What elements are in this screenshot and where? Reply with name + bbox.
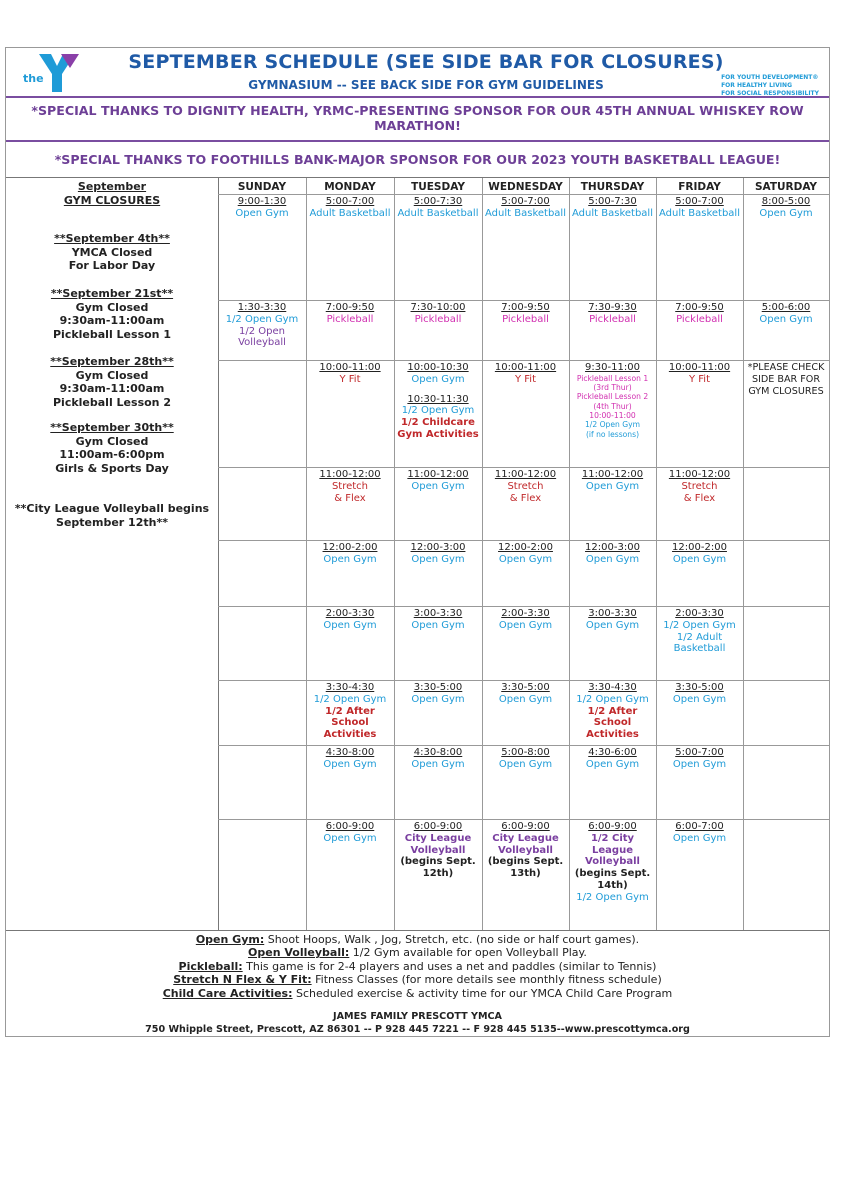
day-header-wednesday: WEDNESDAY [488, 181, 563, 193]
row-divider [218, 540, 829, 541]
schedule-cell [569, 362, 656, 439]
schedule-cell [569, 542, 656, 566]
activity-label: Open Gym [672, 758, 727, 770]
time-slot: 10:00-11:00 [668, 362, 731, 373]
schedule-cell [656, 608, 743, 655]
activity-label: 1/2 Open Gym [401, 405, 475, 417]
day-header-thursday: THURSDAY [580, 181, 645, 193]
activity-label: Open Gym [411, 553, 465, 565]
note-line: September 12th** [56, 515, 168, 529]
time-slot: 6:00-9:00 [588, 821, 637, 832]
activity-label: Open Gym [323, 619, 377, 631]
schedule-cell [656, 196, 743, 220]
day-header-monday: MONDAY [324, 181, 376, 193]
activity-label: Open Gym [672, 553, 727, 565]
activity-label: Open Gym [585, 758, 640, 770]
closure-line: Gym Closed [75, 300, 149, 314]
activity-label: Adult Basketball [309, 207, 391, 219]
activity-label: Open Gym [498, 553, 553, 565]
schedule-cell [394, 469, 482, 493]
schedule-cell [482, 302, 569, 326]
legend-text: 1/2 Gym available for open Volleyball Play. [349, 946, 587, 960]
closure-sept-30 [6, 421, 218, 475]
time-slot: 2:00-3:30 [675, 608, 724, 619]
activity-label: 1/2 Open Gym [313, 693, 387, 705]
time-slot: 3:00-3:30 [588, 608, 637, 619]
time-slot: 6:00-9:00 [325, 821, 375, 832]
schedule-cell [394, 682, 482, 706]
schedule-cell [482, 682, 569, 706]
legend-text: Fitness Classes (for more details see monthly fitness schedule) [311, 973, 662, 987]
activity-label: 1/2 After [587, 705, 638, 717]
activity-label: Volleyball [498, 844, 553, 856]
header [6, 48, 829, 96]
schedule-cell [656, 542, 743, 566]
note-line: **City League Volleyball begins [14, 502, 210, 515]
legend-line [6, 960, 829, 973]
sponsor-note-basketball: *SPECIAL THANKS TO FOOTHILLS BANK-MAJOR SPONSOR FOR OUR 2023 YOUTH BASKETBALL LEAGUE! [6, 140, 829, 178]
row-divider [218, 194, 829, 195]
activity-label: 10:00-11:00 [589, 410, 636, 420]
time-slot: 10:00-11:00 [319, 362, 381, 373]
activity-label: Open Gym [411, 373, 465, 385]
activity-label: 1/2 Open Gym [576, 693, 649, 705]
activity-label: 1/2 After [325, 705, 375, 717]
time-slot: 5:00-8:00 [501, 747, 550, 758]
activity-label: Open Gym [585, 553, 640, 565]
time-slot: 6:00-9:00 [501, 821, 550, 832]
schedule-cell [482, 608, 569, 632]
activity-label: Pickleball [589, 313, 636, 325]
time-slot: 6:00-7:00 [675, 821, 724, 832]
activity-label: 1/2 Open [239, 325, 285, 337]
legend-term: Open Gym: [195, 933, 265, 946]
activity-label: Open Gym [411, 758, 465, 770]
time-slot: 3:30-4:30 [588, 682, 637, 693]
activity-label: Pickleball [676, 313, 723, 325]
closure-line: 9:30am-11:00am [59, 382, 165, 395]
closure-line: YMCA Closed [71, 245, 153, 259]
schedule-cell [743, 362, 829, 397]
tagline-line: FOR SOCIAL RESPONSIBILITY [721, 90, 819, 97]
activity-label: 14th) [597, 879, 628, 891]
activity-label: Open Gym [759, 207, 813, 219]
row-divider [218, 360, 829, 361]
time-slot: 11:00-12:00 [581, 469, 644, 480]
time-slot: 12:00-2:00 [498, 542, 553, 553]
day-header-friday: FRIDAY [678, 181, 721, 193]
sidebar-heading-month: September [77, 180, 147, 193]
activity-label: & Flex [509, 492, 542, 504]
activity-label: Open Gym [498, 693, 553, 705]
schedule-cell [743, 302, 829, 326]
schedule-cell [306, 682, 394, 741]
time-slot: 4:30-6:00 [588, 747, 637, 758]
schedule-cell [394, 608, 482, 632]
closure-line: 9:30am-11:00am [59, 314, 165, 327]
day-header-tuesday: TUESDAY [411, 181, 465, 193]
schedule-cell [394, 302, 482, 326]
schedule-cell [394, 747, 482, 771]
closure-line: Gym Closed [75, 368, 149, 382]
activity-label: 1/2 Open Gym [576, 891, 649, 903]
activity-label: (begins Sept. [487, 856, 564, 868]
schedule-cell [482, 469, 569, 504]
activity-label: Pickleball [326, 313, 374, 325]
schedule-cell [394, 196, 482, 220]
activity-label: City League [404, 832, 472, 844]
activity-label: 1/2 Open Gym [663, 619, 736, 631]
activity-label: Adult Basketball [659, 207, 740, 219]
ymca-logo [21, 52, 83, 94]
notice-line: SIDE BAR FOR [751, 373, 820, 385]
time-slot: 12:00-3:00 [410, 542, 466, 553]
sidebar-heading [6, 180, 218, 207]
activity-label: Y Fit [339, 373, 361, 385]
activity-label: Open Gym [323, 758, 377, 770]
time-slot: 9:00-1:30 [237, 196, 287, 207]
time-slot: 8:00-5:00 [761, 196, 811, 207]
activity-label: (3rd Thur) [593, 383, 632, 393]
time-slot: 7:30-9:30 [588, 302, 637, 313]
notice-line: *PLEASE CHECK [747, 362, 825, 373]
activity-label: Open Gym [585, 480, 640, 492]
legend-line [6, 987, 829, 1000]
schedule-cell [569, 302, 656, 326]
activity-label: Y Fit [514, 373, 536, 385]
time-slot: 3:30-5:00 [413, 682, 463, 693]
activity-label: Activities [323, 729, 377, 741]
sponsor-note-marathon: *SPECIAL THANKS TO DIGNITY HEALTH, YRMC-PRESENTING SPONSOR FOR OUR 45TH ANNUAL WHISKEY ROW MARATHON! [6, 96, 829, 138]
schedule-cell [569, 747, 656, 771]
time-slot: 5:00-7:00 [501, 196, 550, 207]
page-subtitle: GYMNASIUM -- SEE BACK SIDE FOR GYM GUIDELINES [248, 78, 604, 92]
schedule-cell [306, 542, 394, 566]
time-slot: 11:00-12:00 [319, 469, 381, 480]
sidebar-heading-title: GYM CLOSURES [63, 193, 161, 207]
volleyball-note [6, 502, 218, 529]
activity-label: City League [492, 832, 559, 844]
schedule-cell [482, 542, 569, 566]
activity-label: Open Gym [498, 619, 553, 631]
schedule-cell [656, 821, 743, 845]
activity-label: League [592, 844, 633, 856]
row-divider [218, 467, 829, 468]
activity-label: 1/2 City [590, 832, 635, 844]
schedule-cell [569, 469, 656, 493]
activity-label: & Flex [683, 492, 716, 504]
closure-line: Gym Closed [75, 434, 149, 448]
time-slot: 5:00-7:00 [325, 196, 375, 207]
time-slot: 3:00-3:30 [413, 608, 463, 619]
activity-label: 13th) [510, 868, 541, 880]
activity-label: & Flex [334, 492, 366, 504]
schedule-cell [656, 302, 743, 326]
time-slot: 5:00-7:00 [675, 196, 724, 207]
schedule-cell [656, 682, 743, 706]
schedule-cell [306, 362, 394, 386]
activity-label: 1/2 Childcare [401, 417, 475, 429]
closure-date: **September 4th** [54, 232, 170, 245]
activity-label: 1/2 Open Gym [584, 420, 641, 430]
schedule-cell [743, 196, 829, 220]
schedule-cell [218, 196, 306, 220]
schedule-cell [306, 469, 394, 504]
activity-label: Volleyball [410, 844, 466, 856]
activity-label: 1/2 Open Gym [225, 313, 299, 325]
column-divider [743, 178, 744, 930]
row-divider [218, 300, 829, 301]
activity-label: Pickleball Lesson 2 [576, 392, 649, 402]
time-slot: 7:00-9:50 [501, 302, 550, 313]
activity-label: Stretch [507, 480, 544, 492]
closure-line: 11:00am-6:00pm [59, 448, 165, 461]
closure-date: **September 21st** [50, 287, 174, 300]
closure-line: For Labor Day [68, 259, 156, 272]
time-slot: 9:30-11:00 [585, 362, 640, 373]
activity-label: Open Gym [672, 832, 727, 844]
time-slot: 5:00-7:30 [588, 196, 637, 207]
closure-date: **September 30th** [50, 421, 174, 434]
activity-label: Activities [586, 729, 639, 741]
activity-label: Open Gym [323, 832, 377, 844]
row-divider [218, 606, 829, 607]
logo-text: the [23, 72, 44, 85]
activity-label: Pickleball Lesson 1 [576, 373, 649, 383]
activity-label: 1/2 Adult [676, 631, 723, 643]
closure-sept-28 [6, 355, 218, 409]
time-slot: 12:00-2:00 [322, 542, 378, 553]
notice-line: GYM CLOSURES [748, 385, 824, 397]
activity-label: Open Gym [411, 619, 465, 631]
schedule-cell [394, 542, 482, 566]
time-slot: 5:00-7:00 [675, 747, 724, 758]
time-slot: 6:00-9:00 [413, 821, 463, 832]
time-slot: 2:00-3:30 [325, 608, 375, 619]
schedule-cell [394, 362, 482, 441]
time-slot: 12:00-3:00 [585, 542, 640, 553]
schedule-cell [482, 362, 569, 386]
activity-label: 12th) [422, 868, 454, 880]
schedule-cell [394, 821, 482, 880]
activity-label: Adult Basketball [485, 207, 566, 219]
time-slot: 7:00-9:50 [325, 302, 375, 313]
spacer [394, 386, 482, 394]
schedule-cell [482, 196, 569, 220]
schedule-cell [482, 747, 569, 771]
time-slot: 5:00-7:30 [413, 196, 463, 207]
activity-label: Volleyball [238, 337, 286, 349]
schedule-cell [306, 302, 394, 326]
closure-date: **September 28th** [50, 355, 174, 368]
closure-line: Pickleball Lesson 2 [52, 395, 171, 409]
activity-label: Stretch [681, 480, 718, 492]
time-slot: 11:00-12:00 [407, 469, 469, 480]
schedule-cell [569, 682, 656, 741]
schedule-grid [6, 177, 829, 931]
tagline-line: FOR YOUTH DEVELOPMENT® [721, 74, 819, 81]
activity-label: (4th Thur) [593, 401, 632, 411]
org-address: 750 Whipple Street, Prescott, AZ 86301 -- P 928 445 7221 -- F 928 445 5135--www.prescottymca.org [145, 1024, 690, 1036]
time-slot: 4:30-8:00 [413, 747, 463, 758]
tagline-line: FOR HEALTHY LIVING [721, 82, 792, 89]
activity-label: Open Gym [323, 553, 377, 565]
time-slot: 5:00-6:00 [761, 302, 811, 313]
activity-label: School [593, 717, 632, 729]
schedule-cell [656, 747, 743, 771]
activity-label: Open Gym [411, 693, 465, 705]
schedule-cell [306, 821, 394, 845]
schedule-cell [656, 469, 743, 504]
time-slot: 2:00-3:30 [501, 608, 550, 619]
activity-label: Basketball [673, 643, 726, 655]
schedule-sheet [5, 47, 830, 1037]
closure-line: Pickleball Lesson 1 [52, 327, 171, 341]
legend-term: Child Care Activities: [162, 986, 293, 1000]
time-slot: 3:30-5:00 [675, 682, 724, 693]
legend-term: Stretch N Flex & Y Fit: [173, 973, 312, 987]
legend-line [6, 933, 829, 946]
activity-label: (begins Sept. [574, 868, 651, 880]
schedule-cell [306, 747, 394, 771]
schedule-cell [656, 362, 743, 386]
day-header-saturday: SATURDAY [754, 181, 818, 193]
activity-label: Volleyball [585, 856, 640, 868]
activity-label: Y Fit [688, 373, 710, 385]
schedule-cell [569, 608, 656, 632]
schedule-cell [218, 302, 306, 349]
closure-sept-4 [6, 232, 218, 273]
time-slot: 1:30-3:30 [237, 302, 287, 313]
activity-label: Adult Basketball [572, 207, 653, 219]
time-slot: 11:00-12:00 [668, 469, 731, 480]
legend-term: Pickleball: [178, 959, 243, 973]
page-title: SEPTEMBER SCHEDULE (SEE SIDE BAR FOR CLOSURES) [128, 51, 724, 73]
activity-label: Open Gym [759, 313, 813, 325]
activity-label: Open Gym [411, 480, 465, 492]
activity-label: Open Gym [498, 758, 553, 770]
legend-text: Shoot Hoops, Walk , Jog, Stretch, etc. (no side or half court games). [264, 933, 640, 946]
ymca-tagline [721, 74, 819, 98]
time-slot: 4:30-8:00 [325, 747, 375, 758]
activity-label: Open Gym [235, 207, 289, 219]
day-header-sunday: SUNDAY [237, 181, 287, 193]
time-slot: 3:30-5:00 [501, 682, 550, 693]
schedule-cell [306, 608, 394, 632]
closures-sidebar [6, 178, 219, 930]
activity-label: Gym Activities [397, 428, 479, 440]
row-divider [218, 819, 829, 820]
activity-label: Adult Basketball [397, 207, 479, 219]
activity-label: (begins Sept. [400, 856, 476, 868]
schedule-cell [569, 821, 656, 904]
activity-label: Pickleball [502, 313, 549, 325]
activity-label: (if no lessons) [585, 429, 640, 439]
footer-legend [6, 930, 829, 1036]
time-slot: 7:00-9:50 [675, 302, 724, 313]
time-slot: 3:30-4:30 [325, 682, 375, 693]
time-slot: 12:00-2:00 [672, 542, 727, 553]
closure-sept-21 [6, 287, 218, 341]
activity-label: Open Gym [672, 693, 727, 705]
closure-line: Girls & Sports Day [55, 461, 169, 475]
legend-line [6, 973, 829, 986]
time-slot: 10:30-11:30 [407, 393, 469, 405]
legend-text: This game is for 2-4 players and uses a net and paddles (similar to Tennis) [242, 959, 657, 973]
time-slot: 7:30-10:00 [410, 302, 466, 313]
legend-line [6, 946, 829, 959]
time-slot: 11:00-12:00 [494, 469, 557, 480]
row-divider [218, 680, 829, 681]
schedule-cell [569, 196, 656, 220]
activity-label: Open Gym [585, 619, 640, 631]
time-slot: 10:00-11:00 [494, 362, 557, 373]
legend-text: Scheduled exercise & activity time for our YMCA Child Care Program [292, 986, 673, 1000]
time-slot: 10:00-10:30 [407, 362, 469, 373]
legend-term: Open Volleyball: [248, 946, 350, 960]
activity-label: School [331, 717, 369, 729]
schedule-cell [306, 196, 394, 220]
schedule-cell [482, 821, 569, 880]
org-name: JAMES FAMILY PRESCOTT YMCA [333, 1011, 502, 1023]
row-divider [218, 745, 829, 746]
activity-label: Pickleball [414, 313, 462, 325]
activity-label: Stretch [331, 480, 369, 492]
